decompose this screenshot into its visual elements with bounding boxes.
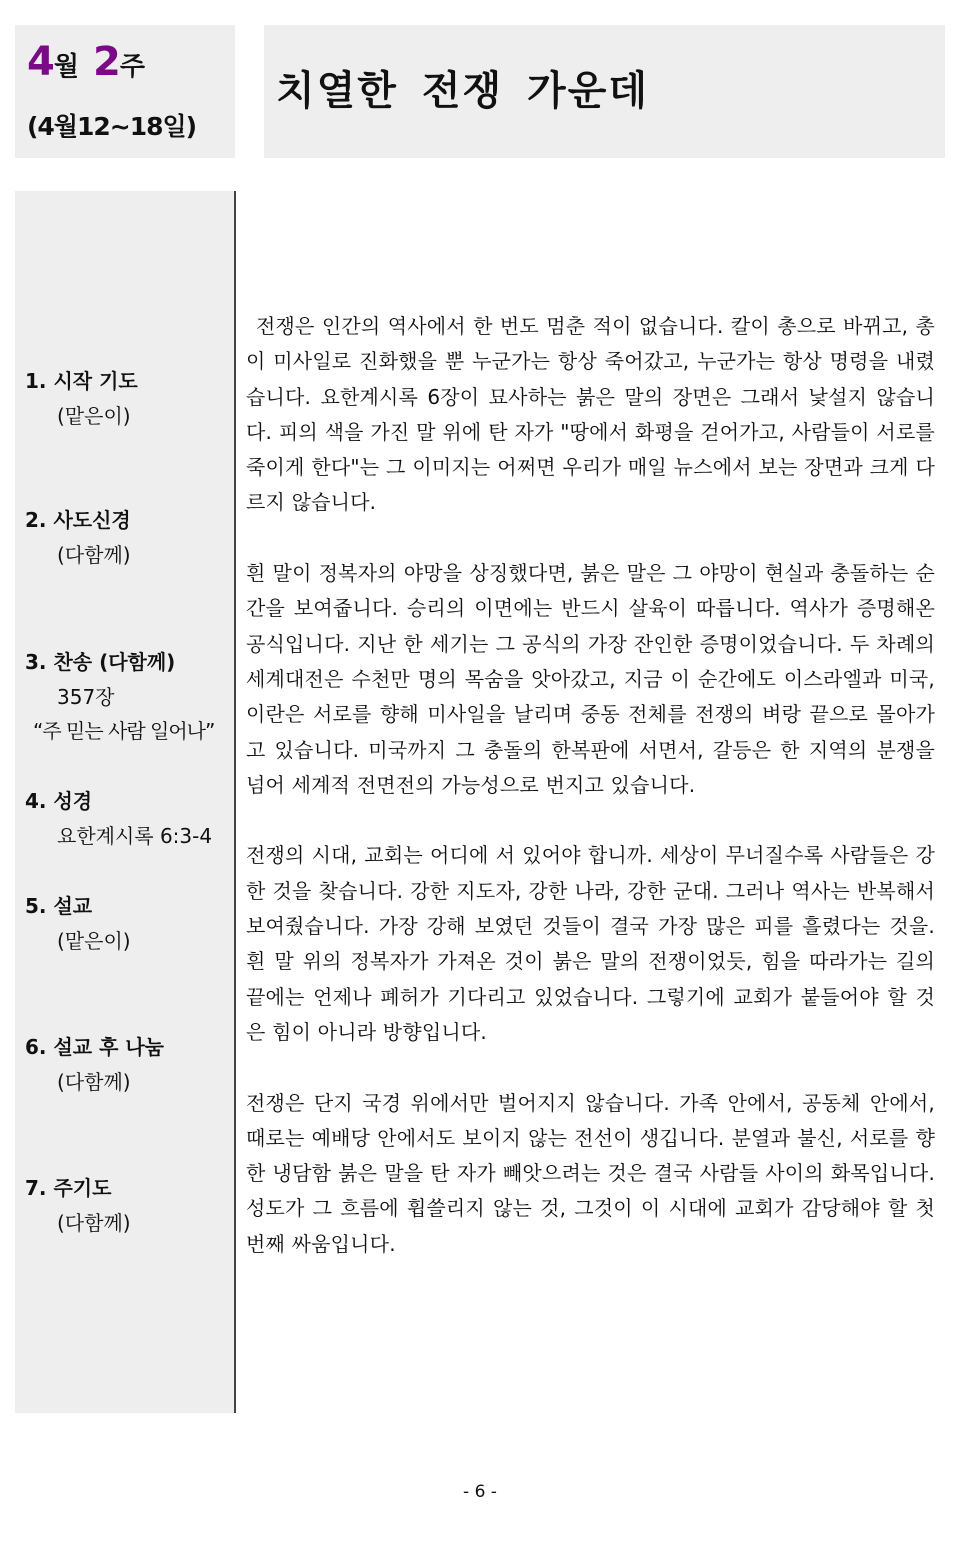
order-item-apostles-creed [25,502,234,572]
order-item-scripture [25,783,234,853]
hymn-number: 357장 [57,685,115,709]
order-item-detail: (맡은이) [57,929,131,953]
body-paragraph: 전쟁의 시대, 교회는 어디에 서 있어야 합니까. 세상이 무너질수록 사람들은 강한 것을 찾습니다. 강한 지도자, 강한 나라, 강한 군대. 그러나 역사는 반복해서 보여줬습니다. 가장 강해 보였던 것들이 결국 가장 많은 피를 흘렸다는 것을. 흰 말 위의 정복자가 가져온 것이 붉은 말의 전쟁이었듯, 힘을 따라가는 길의 끝에는 언제나 폐허가 기다리고 있었습니다. 그렇기에 교회가 붙들어야 할 것은 힘이 아니라 방향입니다. [246,843,935,1044]
order-item-detail: (다함께) [57,1070,131,1094]
order-item-title: 6. 설교 후 나눔 [25,1035,165,1059]
order-item-lords-prayer [25,1170,234,1240]
order-item-opening-prayer [25,363,234,433]
month-number: 4 [27,39,54,85]
order-item-hymn [25,644,234,748]
order-item-title: 3. 찬송 (다함께) [25,650,176,674]
page-number: - 6 - [463,1482,497,1502]
date-range: (4월12~18일) [27,112,197,141]
order-item-detail: (다함께) [57,1211,131,1235]
order-item-sharing [25,1029,234,1099]
body-paragraph: 전쟁은 단지 국경 위에서만 벌어지지 않습니다. 가족 안에서, 공동체 안에서, 때로는 예배당 안에서도 보이지 않는 전선이 생깁니다. 분열과 불신, 서로를 향한 냉담함 붉은 말을 탄 자가 빼앗으려는 것은 결국 사람들 사이의 화목입니다. 성도가 그 흐름에 휩쓸리지 않는 것, 그것이 이 시대에 교회가 감당해야 할 첫 번째 싸움입니다. [246,1090,935,1256]
scripture-reference: 요한계시록 6:3-4 [57,824,213,848]
week-box [15,25,235,158]
order-item-detail: (맡은이) [57,404,131,428]
order-item-title: 7. 주기도 [25,1176,112,1200]
order-item-title: 1. 시작 기도 [25,369,138,393]
sermon-title: 치열한 전쟁 가운데 [276,68,649,114]
body-paragraph: 흰 말이 정복자의 야망을 상징했다면, 붉은 말은 그 야망이 현실과 충돌하는 순간을 보여줍니다. 승리의 이면에는 반드시 살육이 따릅니다. 역사가 증명해온 공식입니다. 지난 한 세기는 그 공식의 가장 잔인한 증명이었습니다. 두 차례의 세계대전은 수천만 명의 목숨을 앗아갔고, 지금 이 순간에도 이스라엘과 미국, 이란은 서로를 향해 미사일을 날리며 중동 전체를 전쟁의 벼랑 끝으로 몰아가고 있습니다. 미국까지 그 충돌의 한복판에 서면서, 갈등은 한 지역의 분쟁을 넘어 세계적 전면전의 가능성으로 번지고 있습니다. [246,561,935,797]
order-of-worship-sidebar [15,191,234,1413]
order-item-detail: (다함께) [57,543,131,567]
week-unit: 주 [119,52,145,82]
column-divider [234,191,236,1413]
week-number: 2 [92,39,120,85]
sermon-body [246,309,935,1297]
week-label [27,39,235,85]
order-item-sermon [25,888,234,958]
title-box [264,25,945,158]
order-item-title: 2. 사도신경 [25,508,131,532]
order-item-title: 5. 설교 [25,894,93,918]
month-unit: 월 [53,52,79,82]
order-item-title: 4. 성경 [25,789,93,813]
body-paragraph: 전쟁은 인간의 역사에서 한 번도 멈춘 적이 없습니다. 칼이 총으로 바뀌고, 총이 미사일로 진화했을 뿐 누군가는 항상 죽어갔고, 누군가는 항상 명령을 내렸습니다. 요한계시록 6장이 묘사하는 붉은 말의 장면은 그래서 낯설지 않습니다. 피의 색을 가진 말 위에 탄 자가 "땅에서 화평을 걷어가고, 사람들이 서로를 죽이게 한다"는 그 이미지는 어쩌면 우리가 매일 뉴스에서 보는 장면과 크게 다르지 않습니다. [246,314,935,515]
hymn-name: “주 믿는 사람 일어나” [33,719,215,743]
